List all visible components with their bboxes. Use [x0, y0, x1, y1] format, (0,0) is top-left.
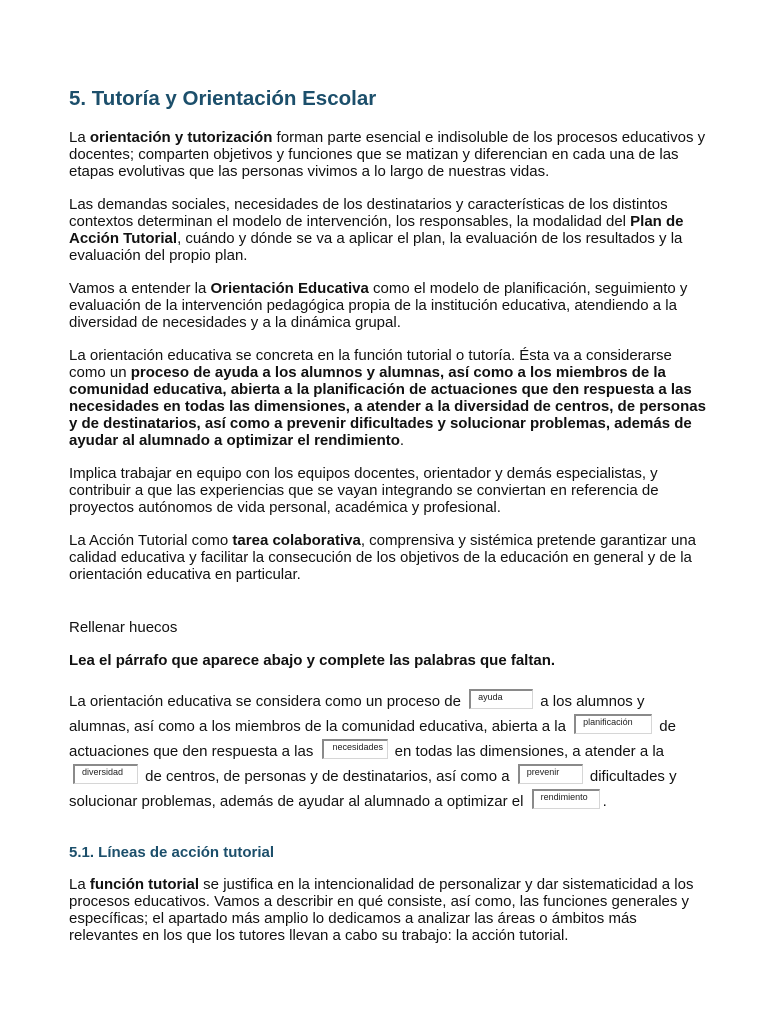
paragraph-funcion-tutorial — [69, 347, 709, 449]
text: . — [399, 432, 405, 449]
blank-answer: necesidades — [332, 742, 384, 752]
text: . — [602, 793, 607, 810]
text: en todas las dimensiones, a atender a la — [390, 743, 665, 760]
text: La Acción Tutorial como — [69, 532, 233, 549]
text: a los alumnos y alumnas, así como a los miembros de la comunidad educativa, abierta a la — [69, 693, 645, 735]
text: , cuándo y dónde se va a aplicar el plan, la evaluación de los resultados y la evaluación del propio plan. — [69, 230, 683, 264]
bold-text: proceso de ayuda a los alumnos y alumnas, así como a los miembros de la comunidad educativa, abierta a la planificación de actuaciones que den respuesta a las necesidades en todas las dimensiones, a atender a la diversidad de centros, de personas y de destinatarios, así como a prevenir dificultades y solucionar problemas, además de ayudar al alumnado a optimizar el rendimiento — [69, 364, 706, 449]
blank-field-3[interactable] — [322, 739, 388, 759]
bold-text: orientación y tutorización — [89, 129, 273, 146]
blank-answer: ayuda — [478, 692, 503, 702]
blank-answer: planificación — [583, 717, 633, 727]
bold-text: Lea el párrafo que aparece abajo y complete las palabras que faltan. — [69, 652, 556, 669]
exercise-label: Rellenar huecos — [69, 619, 178, 636]
blank-answer: diversidad — [82, 767, 124, 777]
text: La orientación educativa se considera como un proceso de — [69, 693, 466, 710]
page-title: 5. Tutoría y Orientación Escolar — [69, 87, 377, 110]
blank-field-6[interactable] — [532, 789, 600, 809]
blank-field-4[interactable] — [73, 764, 138, 784]
document-page — [69, 84, 709, 960]
text: , comprensiva y sistémica pretende garantizar una calidad educativa y facilitar la consecución de los objetivos de la educación en general y de la orientación educativa en particular. — [69, 532, 696, 583]
exercise-instruction — [69, 652, 709, 669]
text: de actuaciones que den respuesta a las — [69, 718, 676, 760]
paragraph-demandas — [69, 196, 709, 264]
section-title: 5.1. Líneas de acción tutorial — [69, 844, 275, 861]
text: dificultades y solucionar problemas, además de ayudar al alumnado a optimizar el — [69, 768, 677, 810]
text: se justifica en la intencionalidad de personalizar y dar sistematicidad a los procesos educativos. Vamos a describir en qué consiste, así como, las funciones generales y específicas; el apartado más amplio lo dedicamos a analizar las áreas o ámbitos más relevantes en los que los tutores llevan a cabo su trabajo: la acción tutorial. — [69, 876, 694, 944]
paragraph-orientacion — [69, 129, 709, 180]
text: forman parte esencial e indisoluble de los procesos educativos y docentes; comparten objetivos y funciones que se matizan y diferencian en cada una de las etapas evolutivas que las personas vivimos a lo largo de nuestras vidas. — [69, 129, 706, 180]
blank-answer: rendimiento — [540, 792, 588, 802]
bold-text: tarea colaborativa — [232, 532, 361, 549]
blank-field-5[interactable] — [518, 764, 583, 784]
blank-answer: prevenir — [526, 767, 560, 777]
fill-in-paragraph — [69, 689, 709, 814]
paragraph-lineas-accion — [69, 876, 709, 944]
text: Vamos a entender la — [69, 280, 211, 297]
text: de centros, de personas y de destinatarios, así como a — [141, 768, 514, 785]
text: La orientación educativa se concreta en la función tutorial o tutoría. Ésta va a considerarse como un — [69, 347, 672, 381]
spacer — [69, 599, 709, 619]
text: Las demandas sociales, necesidades de los destinatarios y características de los distintos contextos determinan el modelo de intervención, los responsables, la modalidad del — [69, 196, 668, 230]
bold-text: Orientación Educativa — [210, 280, 369, 297]
blank-field-2[interactable] — [574, 714, 652, 734]
blank-field-1[interactable] — [469, 689, 533, 709]
text: La — [69, 876, 90, 893]
bold-text: Plan de Acción Tutorial — [69, 213, 684, 247]
text: como el modelo de planificación, seguimiento y evaluación de la intervención pedagógica propia de la institución educativa, atendiendo a la diversidad de necesidades y a la dinámica grupal. — [69, 280, 688, 331]
paragraph-orientacion-educativa — [69, 280, 709, 331]
text: La — [69, 129, 90, 146]
bold-text: función tutorial — [89, 876, 200, 893]
paragraph-accion-tutorial — [69, 532, 709, 583]
paragraph-equipo: Implica trabajar en equipo con los equipos docentes, orientador y demás especialistas, y contribuir a que las experiencias que se vayan integrando se conviertan en referencia de proyectos autónomos de vida personal, académica y profesional. — [69, 465, 659, 516]
